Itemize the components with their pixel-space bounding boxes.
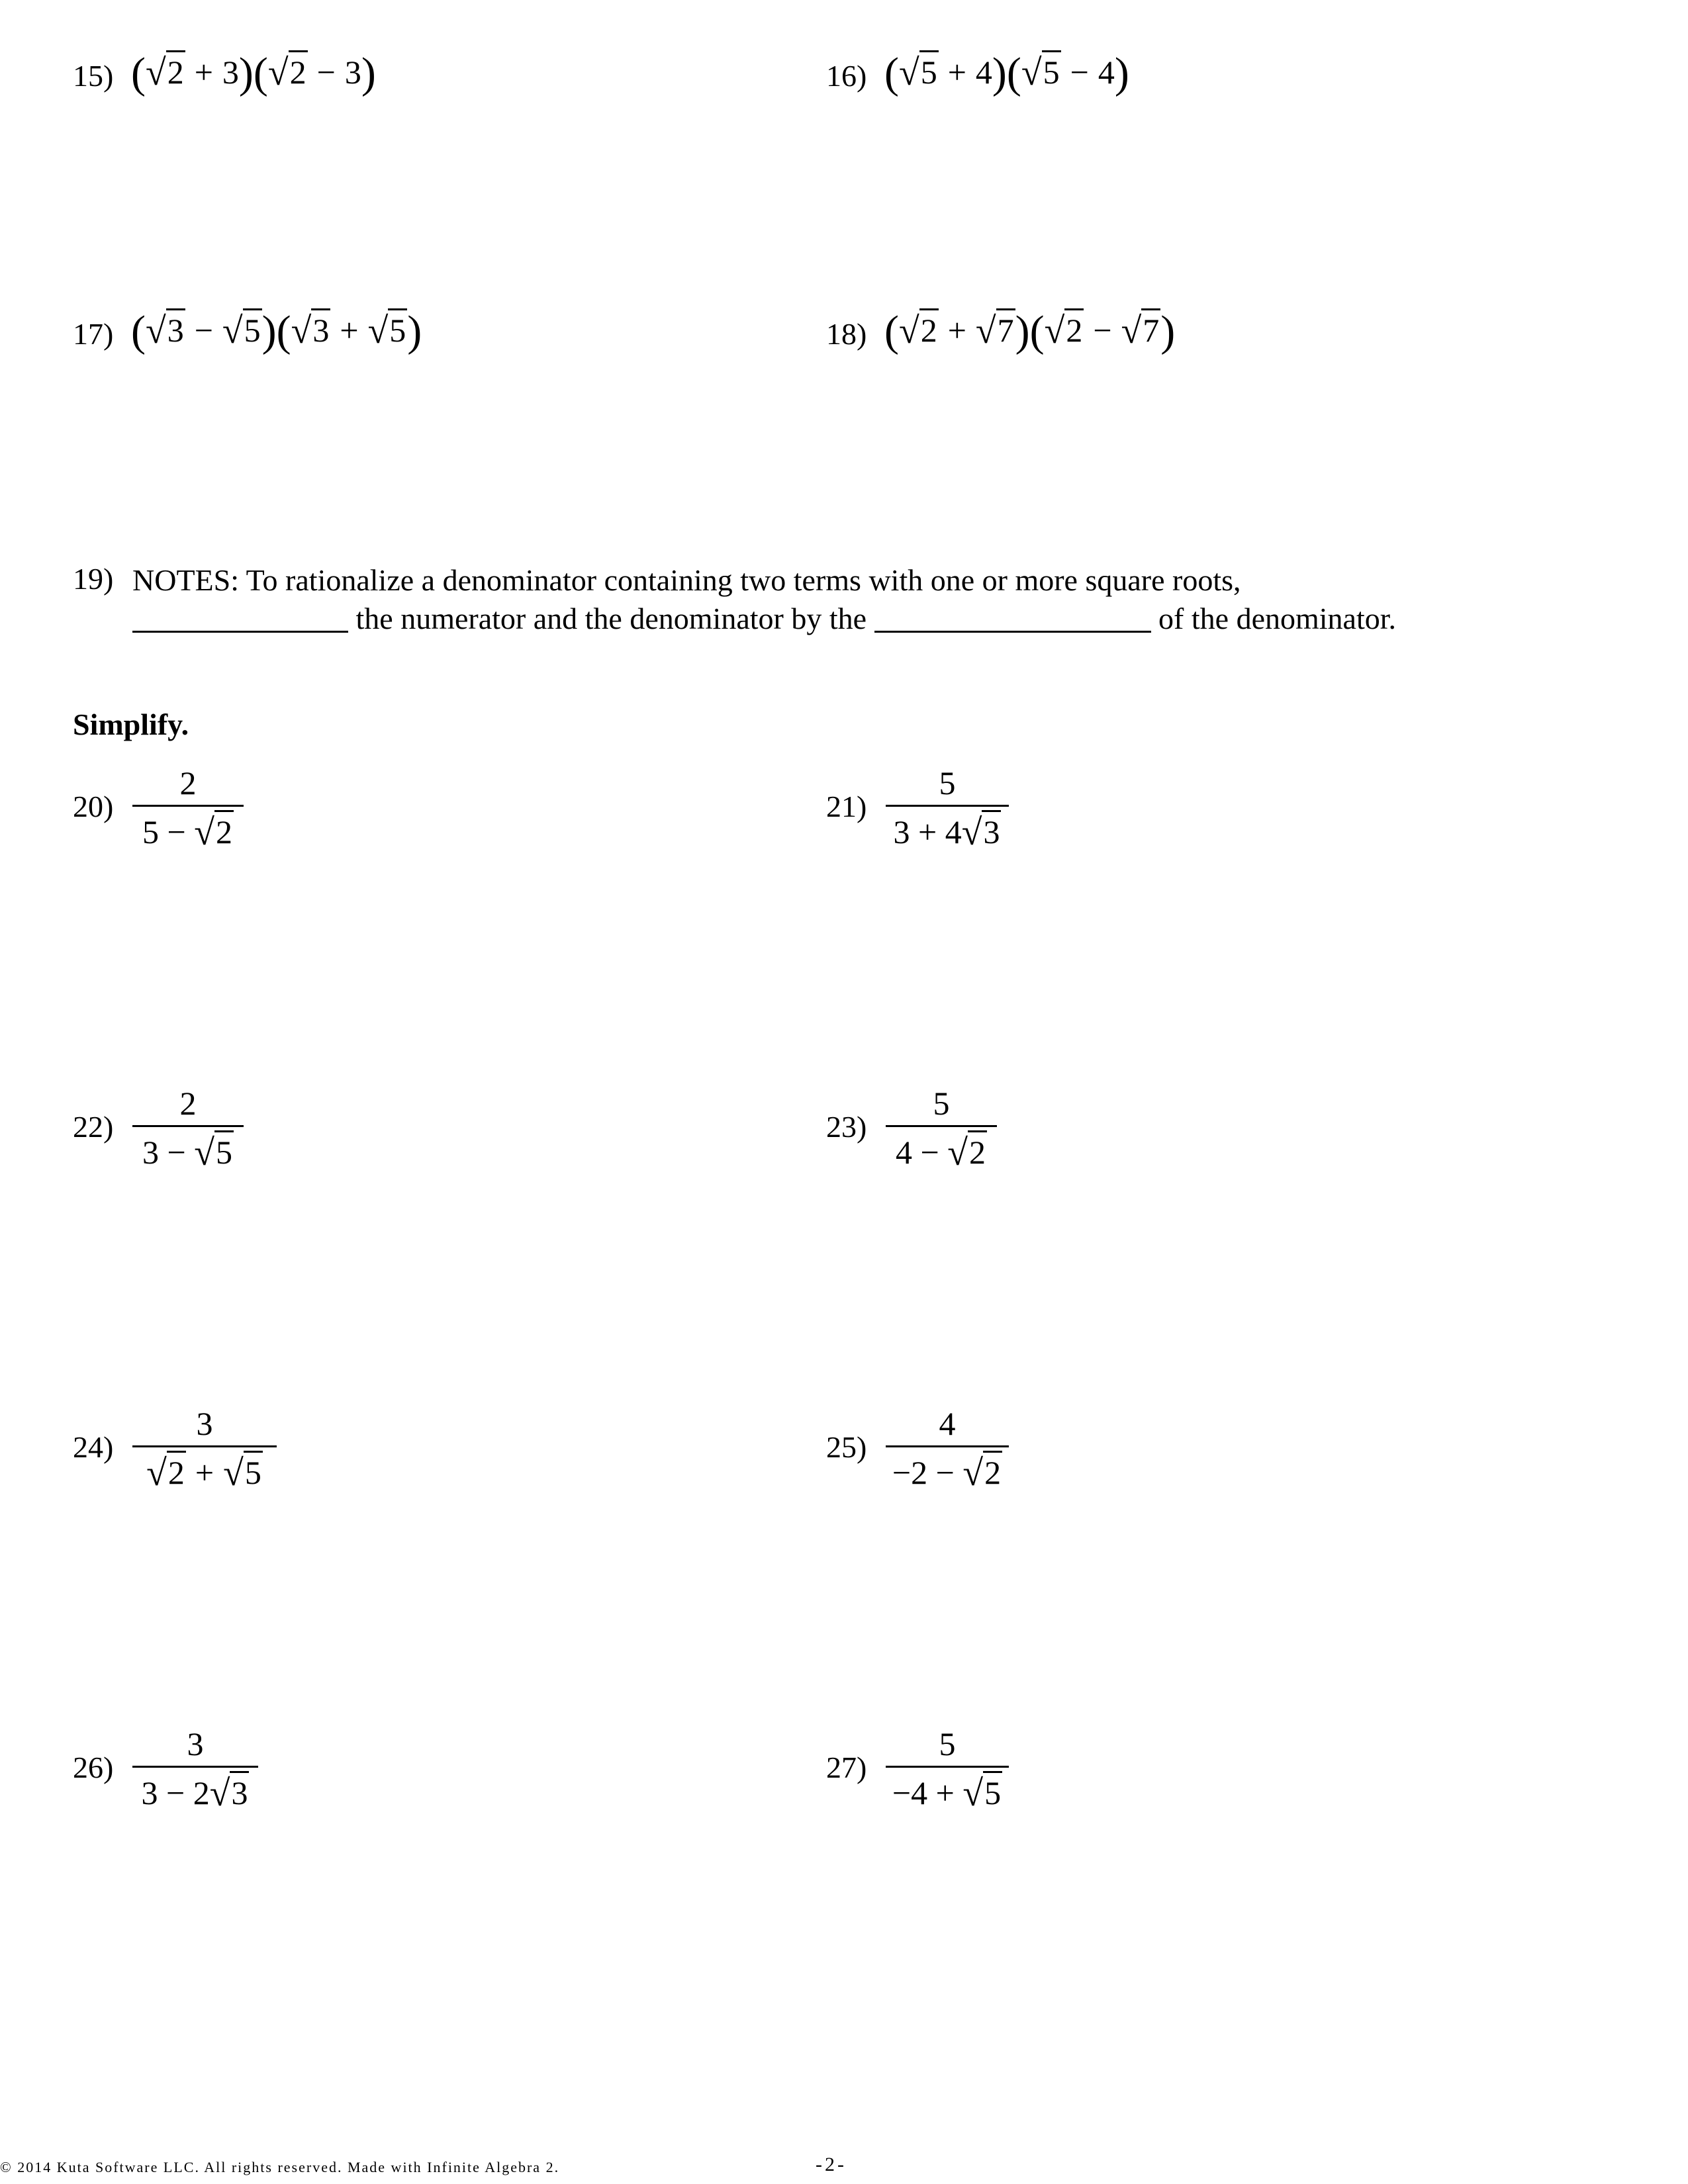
fraction-25: 4 −2 − √2 <box>886 1407 1009 1493</box>
expression-17: (√3 − √5)(√3 + √5) <box>131 307 422 355</box>
answer-blank-2[interactable] <box>874 602 1151 633</box>
problem-number-22: 22) <box>73 1110 114 1144</box>
problem-number-15: 15) <box>73 59 114 93</box>
fraction-27: 5 −4 + √5 <box>886 1727 1009 1813</box>
page-number: -2- <box>816 2154 847 2175</box>
problem-number-17: 17) <box>73 317 114 351</box>
fraction-26: 3 3 − 2√3 <box>132 1727 258 1813</box>
notes-line-2: the numerator and the denominator by the of the denominator. <box>132 600 1396 638</box>
problem-number-24: 24) <box>73 1430 114 1464</box>
problem-number-26: 26) <box>73 1751 114 1784</box>
copyright-footer: © 2014 Kuta Software LLC. All rights reserved. Made with Infinite Algebra 2. <box>0 2159 560 2175</box>
answer-blank-1[interactable] <box>132 602 348 633</box>
fraction-20: 2 5 − √2 <box>132 766 244 852</box>
problem-number-16: 16) <box>826 59 867 93</box>
problem-number-19: 19) <box>73 562 114 596</box>
expression-18: (√2 + √7)(√2 − √7) <box>884 307 1176 355</box>
section-heading: Simplify. <box>73 707 189 741</box>
problem-number-23: 23) <box>826 1110 867 1144</box>
fraction-22: 2 3 − √5 <box>132 1087 244 1173</box>
problem-number-20: 20) <box>73 790 114 823</box>
problem-number-18: 18) <box>826 317 867 351</box>
problem-number-21: 21) <box>826 790 867 823</box>
notes-text <box>132 561 1396 638</box>
problem-number-27: 27) <box>826 1751 867 1784</box>
fraction-23: 5 4 − √2 <box>886 1087 997 1173</box>
notes-line-1: NOTES: To rationalize a denominator containing two terms with one or more square roots, <box>132 563 1241 597</box>
problem-number-25: 25) <box>826 1430 867 1464</box>
expression-16: (√5 + 4)(√5 − 4) <box>884 49 1129 97</box>
fraction-21: 5 3 + 4√3 <box>886 766 1009 852</box>
fraction-24: 3 √2 + √5 <box>132 1407 277 1493</box>
expression-15: (√2 + 3)(√2 − 3) <box>131 49 376 97</box>
